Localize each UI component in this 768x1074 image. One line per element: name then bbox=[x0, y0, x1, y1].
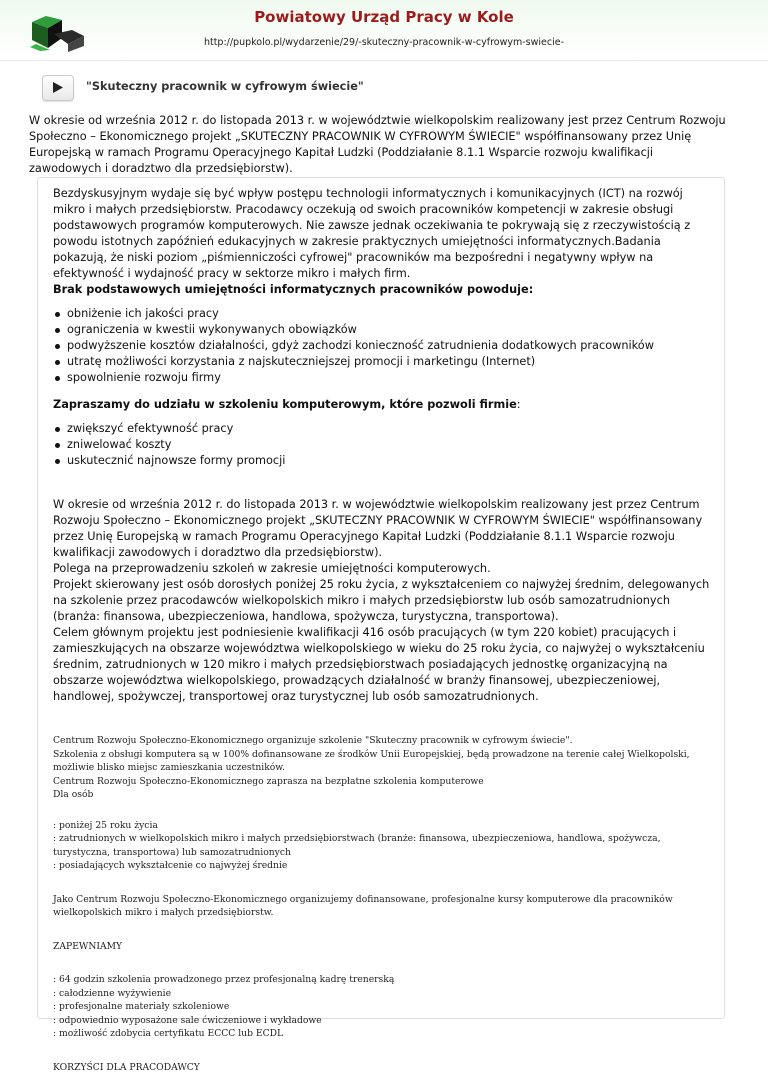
section-heading-zapewniamy: ZAPEWNIAMY bbox=[53, 940, 711, 954]
list-item: utratę możliwości korzystania z najskuteczniejszej promocji i marketingu (Internet) bbox=[67, 354, 711, 370]
list-item: obniżenie ich jakości pracy bbox=[67, 306, 711, 322]
benefits-list bbox=[53, 421, 711, 469]
list-item: spowolnienie rozwoju firmy bbox=[67, 370, 711, 386]
page-url[interactable]: http://pupkolo.pl/wydarzenie/29/-skuteczny-pracownik-w-cyfrowym-swiecie- bbox=[0, 37, 768, 48]
list-item: podwyższenie kosztów działalności, gdyż zachodzi konieczność zatrudnienia dodatkowych pracowników bbox=[67, 338, 711, 354]
provided-services-list: : 64 godzin szkolenia prowadzonego przez profesjonalną kadrę trenerską : całodzienne wyżywienie : profesjonalne materiały szkoleniowe : odpowiednio wyposażone sale ćwiczeniowe i wykładowe : możliwość zdobycia certyfikatu ECCC lub ECDL bbox=[53, 973, 711, 1041]
site-title: Powiatowy Urząd Pracy w Kole bbox=[0, 8, 768, 26]
consequences-list bbox=[53, 306, 711, 386]
page-header bbox=[0, 0, 768, 61]
invite-heading: Zapraszamy do udziału w szkoleniu komputerowym, które pozwoli firmie: bbox=[53, 397, 711, 413]
paragraph-bold-heading: Brak podstawowych umiejętności informatycznych pracowników powoduje: bbox=[53, 283, 533, 296]
list-item: ograniczenia w kwestii wykonywanych obowiązków bbox=[67, 322, 711, 338]
list-item: zwiększyć efektywność pracy bbox=[67, 421, 711, 437]
paragraph-ict: Bezdyskusyjnym wydaje się być wpływ postępu technologii informatycznych i komunikacyjnych (ICT) na rozwój mikro i małych przedsiębiorstw. Pracodawcy oczekują od swoich pracowników kompetencji w zakresie obsługi podstawowych programów komputerowych. Nie zawsze jednak oczekiwania te pokrywają się z rzeczywistością z powodu istotnych zapóźnień edukacyjnych w zakresie praktycznych umiejętności informatycznych.Badania pokazują, że niski poziom „piśmienniczości cyfrowej" pracowników ma bezpośredni i negatywny wpływ na efektywność i wydajność pracy w sektorze mikro i małych firm. Brak podstawowych umiejętności informatycznych pracowników powoduje: bbox=[53, 186, 711, 298]
organizer-info: Centrum Rozwoju Społeczno-Ekonomicznego organizuje szkolenie "Skuteczny pracownik w cyfrowym świecie". Szkolenia z obsługi komputera są w 100% dofinansowane ze środków Unii Europejskiej, będą prowadzone na terenie całej Wielkopolski, możliwie blisko miejsc zamieszkania uczestników. Centrum Rozwoju Społeczno-Ekonomicznego zaprasza na bezpłatne szkolenia komputerowe Dla osób bbox=[53, 734, 711, 802]
article-intro: W okresie od września 2012 r. do listopada 2013 r. w województwie wielkopolskim realizowany jest przez Centrum Rozwoju Społeczno – Ekonomicznego projekt „SKUTECZNY PRACOWNIK W CYFROWYM ŚWIECIE" współfinansowany przez Unię Europejską w ramach Programu Operacyjnego Kapitał Ludzki (Poddziałanie 8.1.1 Wsparcie rozwoju kwalifikacji zawodowych i doradztwo dla przedsiębiorstw). bbox=[29, 113, 729, 177]
organizer-statement: Jako Centrum Rozwoju Społeczno-Ekonomicznego organizujemy dofinansowane, profesjonalne kursy komputerowe dla pracowników wielkopolskich mikro i małych przedsiębiorstw. bbox=[53, 893, 711, 920]
list-item: zniwelować koszty bbox=[67, 437, 711, 453]
target-group-list: : poniżej 25 roku życia : zatrudnionych w wielkopolskich mikro i małych przedsiębiorstwach (branże: finansowa, ubezpieczeniowa, handlowa, spożywcza, turystyczna, transportowa) lub samozatrudnionych : posiadających wykształcenie co najwyżej średnie bbox=[53, 819, 711, 873]
article-content-box bbox=[37, 177, 725, 1019]
section-heading-korzysci: KORZYŚCI DLA PRACODAWCY bbox=[53, 1061, 711, 1074]
article-title: "Skuteczny pracownik w cyfrowym świecie" bbox=[86, 80, 364, 93]
project-description: W okresie od września 2012 r. do listopada 2013 r. w województwie wielkopolskim realizowany jest przez Centrum Rozwoju Społeczno – Ekonomicznego projekt „SKUTECZNY PRACOWNIK W CYFROWYM ŚWIECIE" współfinansowany przez Unię Europejską w ramach Programu Operacyjnego Kapitał Ludzki (Poddziałanie 8.1.1 Wsparcie rozwoju kwalifikacji zawodowych i doradztwo dla przedsiębiorstw). Polega na przeprowadzeniu szkoleń w zakresie umiejętności komputerowych. Projekt skierowany jest osób dorosłych poniżej 25 roku życia, z wykształceniem co najwyżej średnim, delegowanych na szkolenie przez pracodawców wielkopolskich mikro i małych przedsiębiorstw lub osób samozatrudnionych (branża: finansowa, ubezpieczeniowa, handlowa, spożywcza, turystyczna, transportowa). Celem głównym projektu jest podniesienie kwalifikacji 416 osób pracujących (w tym 220 kobiet) pracujących i zamieszkujących na obszarze województwa wielkopolskiego w wieku do 25 roku życia, co najwyżej o wykształceniu średnim, zatrudnionych w 120 mikro i małych przedsiębiorstwach posiadających jednostkę organizacyjną na obszarze województwa wielkopolskiego, prowadzących działalność w branży finansowej, ubezpieczeniowej, handlowej, spożywczej, transportowej oraz turystycznej lub osób samozatrudnionych. bbox=[53, 497, 711, 705]
play-arrow-button[interactable] bbox=[42, 75, 74, 101]
play-arrow-icon bbox=[52, 81, 64, 94]
list-item: uskutecznić najnowsze formy promocji bbox=[67, 453, 711, 469]
